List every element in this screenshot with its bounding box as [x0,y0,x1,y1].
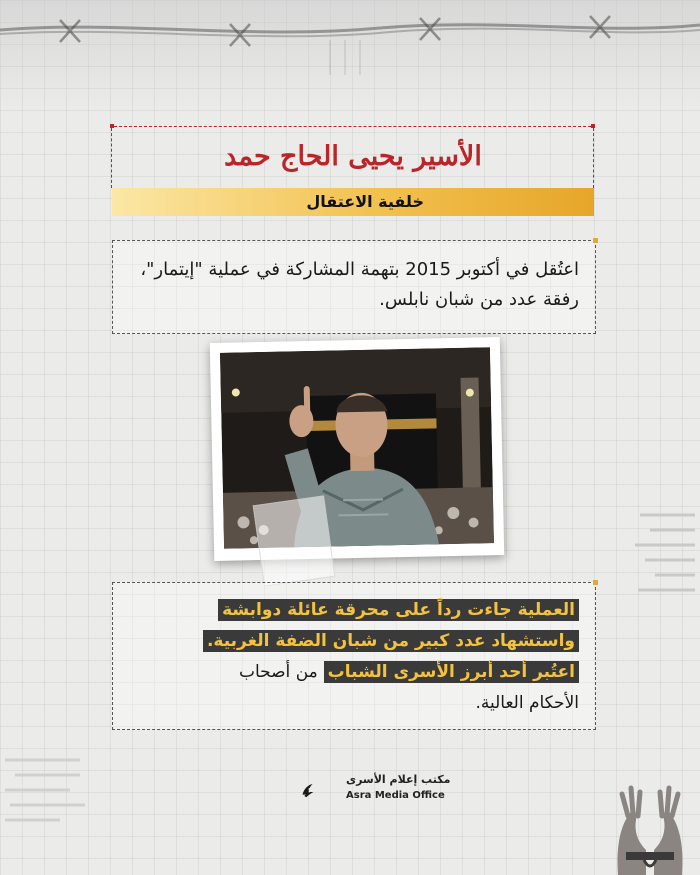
logo-name-arabic: مكتب إعلام الأسرى [346,773,451,786]
prisoner-photo-frame [210,337,505,561]
highlight-line-3: اعتُبر أحد أبرز الأسرى الشباب [324,661,579,683]
operation-info-text [119,595,579,719]
page-title: الأسير يحيى الحاج حمد [224,141,482,172]
chained-hands-icon [598,768,700,875]
plain-line-4: الأحكام العالية. [475,693,579,713]
section-banner [112,188,594,216]
box-corner-dot [593,580,598,585]
section-label: خلفية الاعتقال [306,192,424,211]
box-corner-dot [593,238,598,243]
logo-name-english: Asra Media Office [346,790,445,801]
arrest-info-text: اعتُقل في أكتوبر 2015 بتهمة المشاركة في عملية "إيتمار"، رفقة عدد من شبان نابلس. [140,259,579,310]
faded-text-decoration [630,505,700,625]
arrest-info-box [112,240,596,334]
highlight-line-2: واستشهاد عدد كبير من شبان الضفة الغربية. [203,630,579,652]
tape-decoration [253,495,336,586]
frame-top-line [114,126,591,127]
plain-line-3: من أصحاب [238,662,318,682]
barbed-wire-decoration [0,0,700,75]
operation-info-box [112,582,596,730]
asra-media-logo-icon [300,765,344,815]
faded-text-decoration-left [0,750,90,840]
highlight-line-1: العملية جاءت رداً على محرقة عائلة دوابشة [218,599,579,621]
